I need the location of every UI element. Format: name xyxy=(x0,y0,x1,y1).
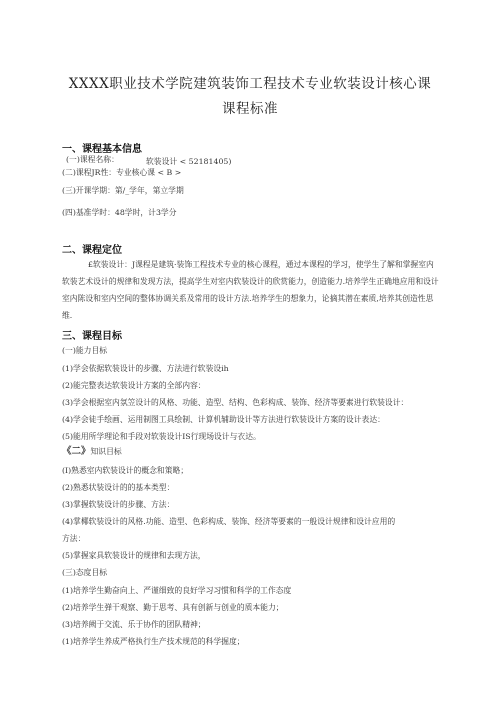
ability-item-4: (4)学会徒手绘画、运用制图工具绘制、计算机辅助设计等方法进行软装设计方案的设计表达： xyxy=(62,415,385,424)
attitude-item-3: (3)培养阙于交流、乐于协作的团队精神； xyxy=(62,620,206,629)
knowledge-goals-label: 知识目标 xyxy=(90,447,122,456)
course-name-value: 软装设计 < 52181405) xyxy=(146,157,232,166)
document-title-line2: 课程标准 xyxy=(222,101,278,117)
semester-line: (三)开课学期：第/_学年，第立学期 xyxy=(62,186,184,195)
attitude-goals-heading: (三)态度目标 xyxy=(62,568,108,577)
section-heading-goals: 三、课程目标 xyxy=(62,331,122,342)
knowledge-item-5: (5)掌握家具软装设计的规律和去现方法， xyxy=(62,551,206,560)
ability-item-5: (5)能用所学理论和手段对软装设计IS行现场设计与衣达。 xyxy=(62,432,261,441)
ability-item-3: (3)学会根据室内氛笠设计的风格、功能、造型、结构、色彩构成、装饰、经济等要素进行软装设计： xyxy=(62,398,409,407)
attitude-item-4: (1)培养学生养成严格执行生产技术规范的科学掘度； xyxy=(62,637,245,646)
attitude-item-2: (2)培养学生弹干观察、勤于思考、具有创新与创业的质本能力； xyxy=(62,603,284,612)
positioning-paragraph: £软装设计：J课程是建筑·装饰工程技术专业的核心课程，通过本课程的学习，使学生了解和掌握室内软装艺术设计的规律和发现方法，提高学生对室内软装设计的欣赏能力，创造能力.培养学生正确地应用和设计室内陈设和室内空间的整体协调关系及常用的设计方法.培养学生的想象力，论摘其潜在素质,培养其创造性思维. xyxy=(62,260,439,320)
ability-goals-heading: (一)能力目标 xyxy=(62,346,108,355)
section-heading-basic-info: 一、课程基本信息 xyxy=(62,144,142,155)
ability-item-2: (2)能完整表达软装设计方案的全部内容： xyxy=(62,381,206,390)
knowledge-item-4: (4)掌椰软装设计的风格.功能、造型、色彩构成、装饰、经济等要素的一般设计规律和设计应用的 xyxy=(62,517,396,526)
knowledge-goals-number: 《二》 xyxy=(62,446,91,457)
course-name-label: (一)课程名称： xyxy=(66,155,119,164)
knowledge-item-1: (I)熟悉室内软装设计的概念和策略； xyxy=(62,466,189,475)
attitude-item-1: (1)培养学生勤奋向上、严谨细致的良好学习习惯和科学的工作态度 xyxy=(62,586,292,595)
document-title-line1: XXXX职业技术学院建筑装饰工程技术专业软装设计核心课 xyxy=(68,76,432,92)
knowledge-item-3: (3)掌握软装设计的步骤、方法： xyxy=(62,500,175,509)
section-heading-positioning: 二、课程定位 xyxy=(62,245,122,256)
ability-item-1: (1)学会依据软装设计的步骤、方法进行软装设ih xyxy=(62,364,229,373)
hours-line: (四)基准学时：48学时，计3学分 xyxy=(62,208,177,217)
knowledge-goals-heading xyxy=(62,447,122,457)
knowledge-item-2: (2)熟悉状装设计的的基本类型： xyxy=(62,483,175,492)
knowledge-item-4-cont: 方法： xyxy=(62,534,86,543)
course-type-line: (二)课程JR性：专业核心课 < B > xyxy=(62,168,182,177)
